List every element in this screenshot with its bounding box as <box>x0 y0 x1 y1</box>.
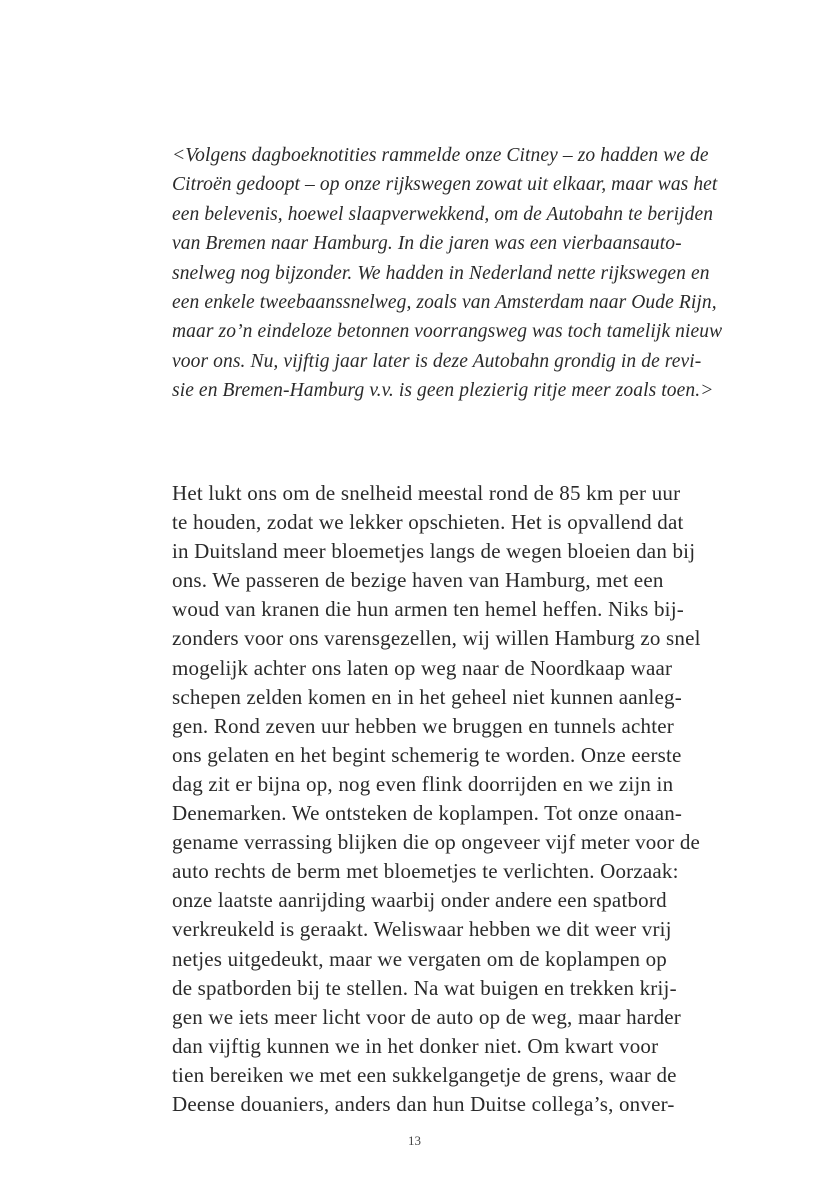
body-line: schepen zelden komen en in het geheel niet kunnen aanleg- <box>172 684 682 709</box>
body-line: ons gelaten en het begint schemerig te worden. Onze eerste <box>172 742 682 767</box>
body-line: gename verrassing blijken die op ongeveer vijf meter voor de <box>172 830 701 855</box>
body-line: ons. We passeren de bezige haven van Hamburg, met een <box>172 568 664 593</box>
body-line: Denemarken. We ontsteken de koplampen. Tot onze onaan- <box>172 801 683 826</box>
body-line: auto rechts de berm met bloemetjes te verlichten. Oorzaak: <box>172 859 679 884</box>
diary-quote <box>172 141 723 406</box>
quote-line: sie en Bremen-Hamburg v.v. is geen plezierig ritje meer zoals toen.> <box>172 380 714 402</box>
body-line: tien bereiken we met een sukkelgangetje de grens, waar de <box>172 1062 677 1087</box>
body-line: mogelijk achter ons laten op weg naar de Noordkaap waar <box>172 655 673 680</box>
quote-line: <Volgens dagboeknotities rammelde onze Citney – zo hadden we de <box>172 145 709 166</box>
quote-line: een enkele tweebaanssnelweg, zoals van Amsterdam naar Oude Rijn, <box>172 291 717 313</box>
body-line: Deense douaniers, anders dan hun Duitse collega’s, onver- <box>172 1091 675 1116</box>
body-line: verkreukeld is geraakt. Weliswaar hebben we dit weer vrij <box>172 917 672 942</box>
body-line: zonders voor ons varensgezellen, wij willen Hamburg zo snel <box>172 626 701 651</box>
body-line: gen. Rond zeven uur hebben we bruggen en tunnels achter <box>172 713 674 738</box>
quote-line: voor ons. Nu, vijftig jaar later is deze Autobahn grondig in de revi- <box>172 350 702 372</box>
body-line: de spatborden bij te stellen. Na wat buigen en trekken krij- <box>172 975 677 1000</box>
body-line: te houden, zodat we lekker opschieten. Het is opvallend dat <box>172 510 684 535</box>
body-line: woud van kranen die hun armen ten hemel heffen. Niks bij- <box>172 597 684 622</box>
body-paragraph <box>172 479 701 1119</box>
body-line: dan vijftig kunnen we in het donker niet. Om kwart voor <box>172 1033 659 1058</box>
body-line: dag zit er bijna op, nog even flink doorrijden en we zijn in <box>172 771 674 796</box>
quote-line: van Bremen naar Hamburg. In die jaren was een vierbaansauto- <box>172 233 682 255</box>
body-line: in Duitsland meer bloemetjes langs de wegen bloeien dan bij <box>172 539 696 564</box>
body-line: onze laatste aanrijding waarbij onder andere een spatbord <box>172 888 667 913</box>
body-line: netjes uitgedeukt, maar we vergaten om de koplampen op <box>172 946 668 971</box>
page-number: 13 <box>408 1133 421 1148</box>
quote-line: Citroën gedoopt – op onze rijkswegen zowat uit elkaar, maar was het <box>172 174 718 196</box>
body-line: Het lukt ons om de snelheid meestal rond de 85 km per uur <box>172 481 681 505</box>
body-line: gen we iets meer licht voor de auto op de weg, maar harder <box>172 1004 681 1029</box>
quote-line: een belevenis, hoewel slaapverwekkend, om de Autobahn te berijden <box>172 203 714 225</box>
quote-line: snelweg nog bijzonder. We hadden in Nederland nette rijkswegen en <box>172 262 710 284</box>
quote-line: maar zo’n eindeloze betonnen voorrangsweg was toch tamelijk nieuw <box>172 321 723 343</box>
